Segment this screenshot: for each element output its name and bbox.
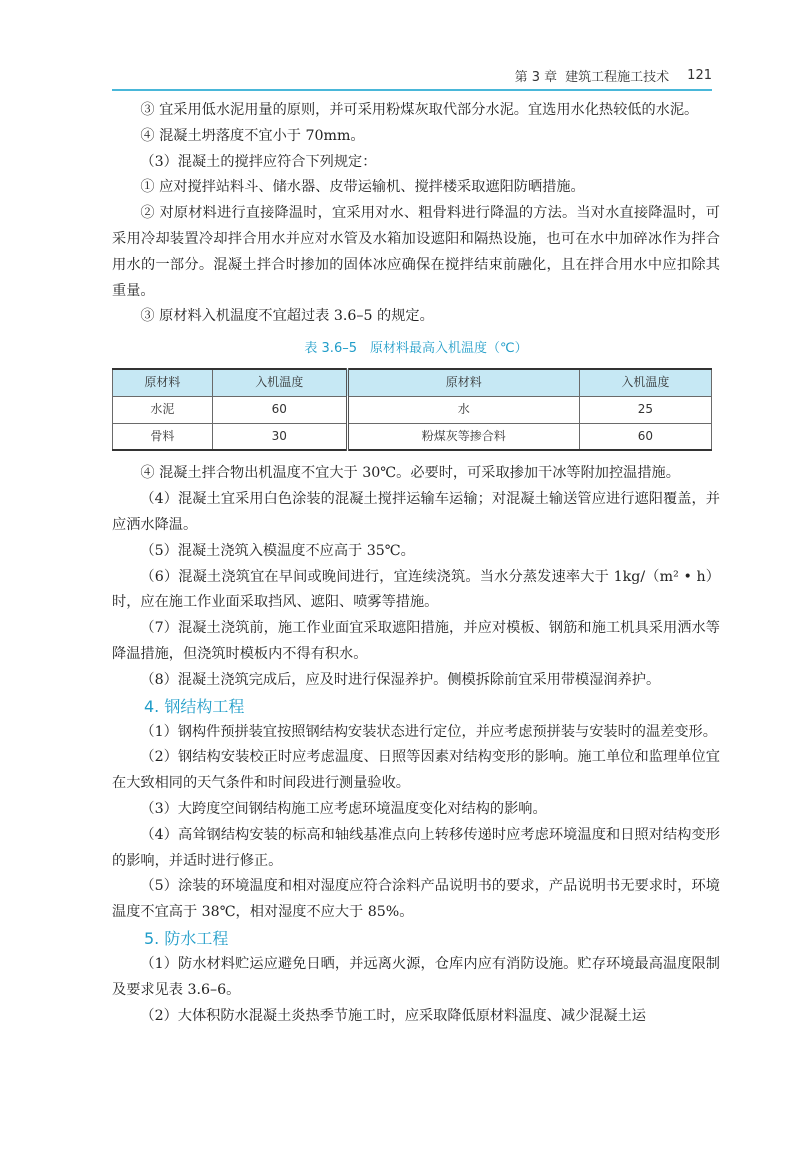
paragraph: （5）涂装的环境温度和相对湿度应符合涂料产品说明书的要求，产品说明书无要求时，环境温度不宜高于 38℃，相对湿度不应大于 85%。 [112, 878, 720, 921]
table-header-row [113, 369, 712, 396]
table-cell: 粉煤灰等掺合料 [347, 423, 579, 450]
paragraph: ④ 混凝土坍落度不宜小于 70mm。 [140, 127, 365, 144]
table-caption: 表 3.6–5 原材料最高入机温度（℃） [304, 341, 528, 357]
chapter-title: 建筑工程施工技术 [565, 69, 670, 85]
paragraph: （8）混凝土浇筑完成后，应及时进行保湿养护。侧模拆除前宜采用带模湿润养护。 [140, 671, 661, 688]
paragraph: （4）高耸钢结构安装的标高和轴线基准点向上转移传递时应考虑环境温度和日照对结构变形的影响，并适时进行修正。 [112, 826, 720, 869]
paragraph: （6）混凝土浇筑宜在早间或晚间进行，宜连续浇筑。当水分蒸发速率大于 1kg/（m² • h）时，应在施工作业面采取挡风、遮阳、喷雾等措施。 [112, 568, 720, 611]
paragraph: ③ 原材料入机温度不宜超过表 3.6–5 的规定。 [140, 308, 434, 325]
table-cell: 25 [579, 396, 711, 423]
header-rule [112, 89, 712, 91]
table-cell: 30 [212, 423, 347, 450]
column-header: 入机温度 [212, 369, 347, 396]
table-cell: 骨料 [113, 423, 213, 450]
paragraph: ④ 混凝土拌合物出机温度不宜大于 30℃。必要时，可采取掺加干冰等附加控温措施。 [140, 465, 680, 482]
paragraph: （5）混凝土浇筑入模温度不应高于 35℃。 [140, 542, 415, 559]
column-header: 原材料 [113, 369, 213, 396]
table-cell: 水泥 [113, 396, 213, 423]
paragraph: （1）防水材料贮运应避免日晒，并远离火源，仓库内应有消防设施。贮存环境最高温度限制及要求见表 3.6–6。 [112, 955, 720, 998]
paragraph: （4）混凝土宜采用白色涂装的混凝土搅拌运输车运输；对混凝土输送管应进行遮阳覆盖，并应洒水降温。 [112, 491, 720, 533]
temperature-table [112, 368, 712, 451]
page-header [112, 62, 712, 88]
table-cell: 60 [212, 396, 347, 423]
paragraph: （3）混凝土的搅拌应符合下列规定： [140, 153, 377, 170]
column-header: 原材料 [347, 369, 579, 396]
table-cell: 水 [347, 396, 579, 423]
paragraph: （7）混凝土浇筑前，施工作业面宜采取遮阳措施，并应对模板、钢筋和施工机具采用洒水等降温措施，但浇筑时模板内不得有积水。 [112, 620, 720, 662]
chapter-label: 第 3 章 [514, 69, 558, 85]
paragraph: （2）钢结构安装校正时应考虑温度、日照等因素对结构变形的影响。施工单位和监理单位宜在大致相同的天气条件和时间段进行测量验收。 [112, 749, 720, 792]
table-row [113, 396, 712, 423]
page-body [112, 98, 720, 1029]
paragraph: ① 应对搅拌站料斗、储水器、皮带运输机、搅拌楼采取遮阳防晒措施。 [140, 179, 585, 196]
table-cell: 60 [579, 423, 711, 450]
paragraph: （2）大体积防水混凝土炎热季节施工时，应采取降低原材料温度、减少混凝土运 [140, 1007, 646, 1024]
section-heading-steel: 4. 钢结构工程 [144, 696, 245, 716]
paragraph: ③ 宜采用低水泥用量的原则，并可采用粉煤灰取代部分水泥。宜选用水化热较低的水泥。 [140, 102, 699, 118]
column-header: 入机温度 [579, 369, 711, 396]
paragraph: ② 对原材料进行直接降温时，宜采用对水、粗骨料进行降温的方法。当对水直接降温时，可采用冷却装置冷却拌合用水并应对水管及水箱加设遮阳和隔热设施，也可在水中加碎冰作为拌合用水的一部分。混凝土拌合时掺加的固体冰应确保在搅拌结束前融化，且在拌合用水中应扣除其重量。 [112, 205, 720, 299]
page-number: 121 [687, 67, 712, 83]
section-heading-waterproof: 5. 防水工程 [144, 928, 229, 948]
paragraph: （3）大跨度空间钢结构施工应考虑环境温度变化对结构的影响。 [140, 800, 547, 817]
table-row [113, 423, 712, 450]
paragraph: （1）钢构件预拼装宜按照钢结构安装状态进行定位，并应考虑预拼装与安装时的温差变形。 [140, 723, 717, 740]
